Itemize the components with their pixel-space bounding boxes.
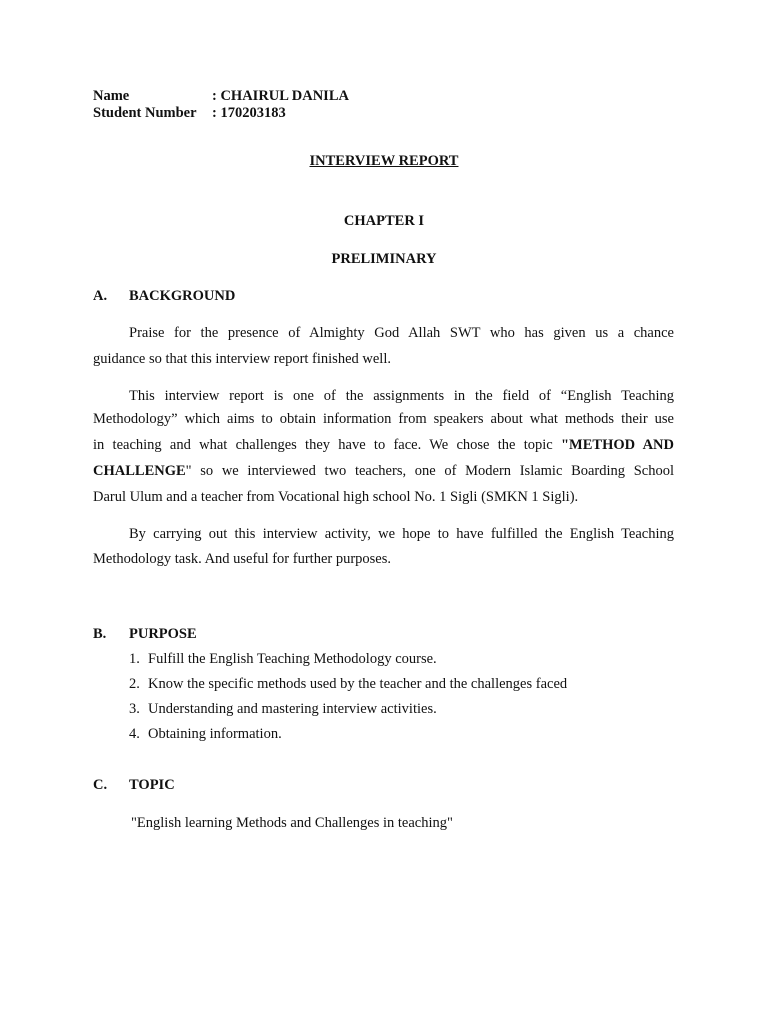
name-value: : CHAIRUL DANILA <box>212 88 349 104</box>
background-p2-line3 <box>93 437 674 454</box>
background-p2-line3-text: in teaching and what challenges they have to face. We chose the topic <box>93 437 561 453</box>
section-c-letter: C. <box>93 777 108 793</box>
chapter-number: CHAPTER I <box>343 213 425 229</box>
topic-highlight-1: "METHOD AND <box>561 437 674 453</box>
purpose-item <box>129 676 567 693</box>
purpose-item-text: Understanding and mastering interview activities. <box>148 701 437 717</box>
background-p1-line2: guidance so that this interview report finished well. <box>93 351 391 367</box>
purpose-item-number: 1. <box>129 651 140 667</box>
purpose-item-text: Know the specific methods used by the teacher and the challenges faced <box>148 676 568 692</box>
section-b-heading: PURPOSE <box>129 626 197 642</box>
topic-text: "English learning Methods and Challenges in teaching" <box>131 815 453 831</box>
student-number-label: Student Number <box>93 105 197 121</box>
purpose-item <box>129 701 437 718</box>
purpose-item-number: 3. <box>129 701 140 717</box>
purpose-item-number: 4. <box>129 726 140 742</box>
section-a-heading: BACKGROUND <box>129 288 236 304</box>
report-title: INTERVIEW REPORT <box>309 153 459 169</box>
topic-highlight-2: CHALLENGE <box>93 463 186 479</box>
purpose-item-number: 2. <box>129 676 140 692</box>
student-number-value: : 170203183 <box>212 105 286 121</box>
purpose-item <box>129 726 282 743</box>
background-p2-line4-text: " so we interviewed two teachers, one of Modern Islamic Boarding School <box>185 463 674 479</box>
background-p3-line1: By carrying out this interview activity, we hope to have fulfilled the English Teaching <box>129 526 674 542</box>
purpose-item-text: Obtaining information. <box>148 726 282 742</box>
purpose-item-text: Fulfill the English Teaching Methodology course. <box>148 651 437 667</box>
name-label: Name <box>93 88 130 104</box>
background-p1-line1: Praise for the presence of Almighty God Allah SWT who has given us a chance <box>129 325 674 341</box>
background-p2-line2: Methodology” which aims to obtain information from speakers about what methods their use <box>93 411 674 427</box>
background-p2-line1: This interview report is one of the assignments in the field of “English Teaching <box>129 388 674 404</box>
section-c-heading: TOPIC <box>129 777 175 793</box>
background-p2-line4 <box>93 463 674 480</box>
section-b-letter: B. <box>93 626 107 642</box>
chapter-title: PRELIMINARY <box>331 251 437 267</box>
background-p3-line2: Methodology task. And useful for further purposes. <box>93 551 392 567</box>
section-a-letter: A. <box>93 288 108 304</box>
purpose-item <box>129 651 437 668</box>
background-p2-line5: Darul Ulum and a teacher from Vocational high school No. 1 Sigli (SMKN 1 Sigli). <box>93 489 579 505</box>
